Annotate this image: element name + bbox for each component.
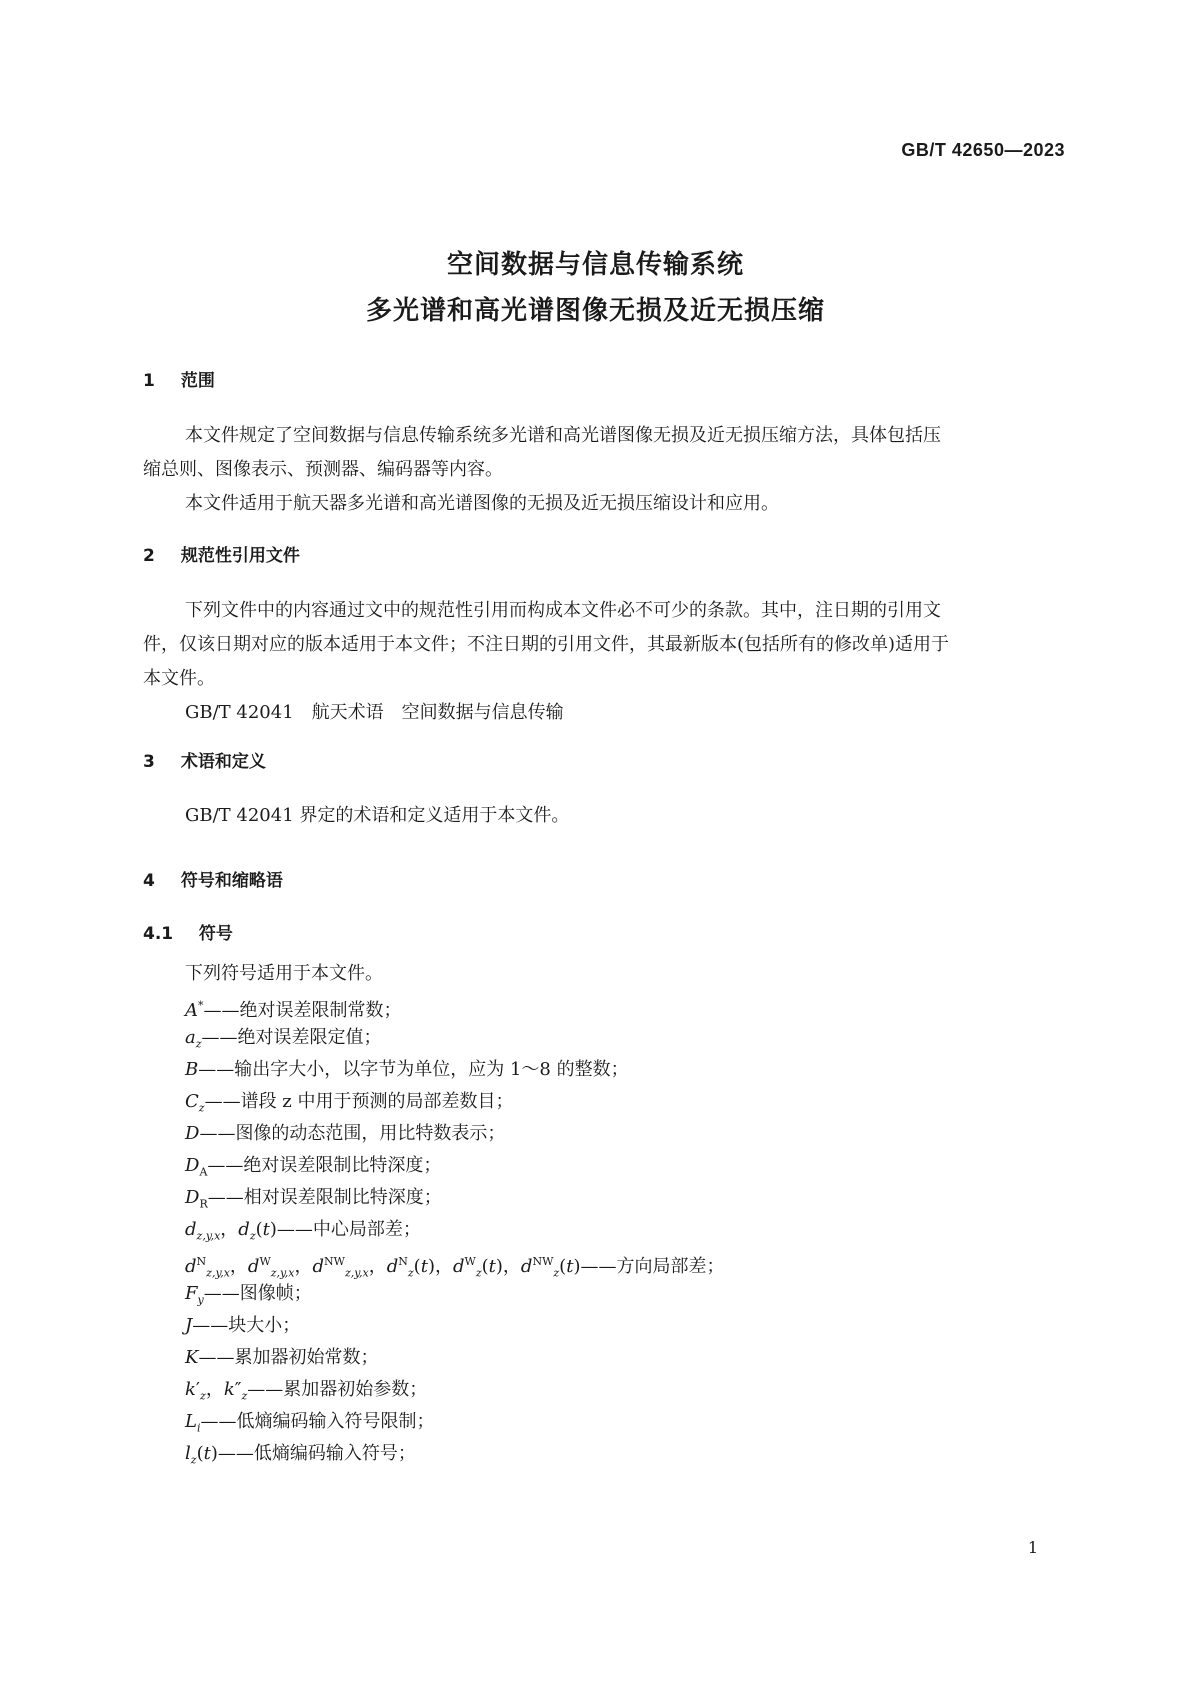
paragraph-line: 下列文件中的内容通过文中的规范性引用而构成本文件必不可少的条款。其中，注日期的引用文 (185, 600, 941, 621)
section-title: 术语和定义 (180, 752, 266, 772)
heading-section-3 (143, 747, 266, 772)
section-3-body (143, 799, 1061, 833)
symbol-entry: $k'_z$，$k''_z——$累加器初始参数； (185, 1379, 428, 1403)
section-number: 1 (143, 371, 155, 391)
section-title: 符号 (198, 924, 233, 944)
symbol-entry: J——块大小； (185, 1315, 301, 1336)
paragraph-line: 本文件规定了空间数据与信息传输系统多光谱和高光谱图像无损及近无损压缩方法，具体包括压 (185, 425, 941, 446)
symbol-entry: $D_R——$相对误差限制比特深度； (185, 1187, 442, 1211)
section-title: 规范性引用文件 (180, 546, 300, 566)
symbol-entry: $a_z——$绝对误差限定值； (185, 1027, 382, 1051)
paragraph-line: 本文件适用于航天器多光谱和高光谱图像的无损及近无损压缩设计和应用。 (185, 493, 779, 514)
symbol-entry: $L_i——$低熵编码输入符号限制； (185, 1411, 435, 1435)
symbol-entry: $C_z——$谱段 z 中用于预测的局部差数目； (185, 1091, 514, 1115)
symbol-entry: $d^N_{z,y,x}$，$d^W_{z,y,x}$，$d^{NW}_{z,y,x}$，$d^N_z(t)$，$d^W_z(t)$，$d^{NW}_z(t)——$方向局部差； (185, 1255, 725, 1280)
page-number: 1 (1027, 1538, 1038, 1557)
paragraph-line: GB/T 42041 界定的术语和定义适用于本文件。 (185, 805, 570, 826)
symbol-entry: $d_{z,y,x}$，$d_z(t)——$中心局部差； (185, 1219, 421, 1243)
section-title: 符号和缩略语 (180, 871, 283, 891)
symbol-entry: $D_A——$绝对误差限制比特深度； (185, 1155, 442, 1179)
heading-section-4 (143, 866, 283, 891)
paragraph-line: 本文件。 (143, 668, 215, 689)
standard-number: GB/T 42650—2023 (901, 140, 1065, 160)
title-line-1: 空间数据与信息传输系统 (446, 250, 744, 280)
normative-reference: GB/T 42041 航天术语 空间数据与信息传输 (185, 702, 564, 723)
section-title: 范围 (180, 371, 215, 391)
symbol-intro: 下列符号适用于本文件。 (185, 963, 383, 984)
section-number: 4.1 (143, 924, 174, 944)
symbol-entry: $l_z(t)——$低熵编码输入符号； (185, 1443, 416, 1467)
symbol-list (185, 958, 724, 1470)
section-2-body (143, 594, 1061, 730)
heading-section-4-1 (143, 919, 233, 944)
paragraph-line: 件，仅该日期对应的版本适用于本文件；不注日期的引用文件，其最新版本(包括所有的修改单)适用于 (143, 634, 950, 655)
section-number: 4 (143, 871, 155, 891)
symbol-entry: D——图像的动态范围，用比特数表示； (185, 1123, 506, 1144)
heading-section-1 (143, 366, 215, 391)
symbol-entry: A*——绝对误差限制常数； (185, 999, 402, 1021)
symbol-entry: K——累加器初始常数； (185, 1347, 379, 1368)
section-1-body (143, 419, 1061, 521)
section-number: 3 (143, 752, 155, 772)
symbol-entry: $F_y——$图像帧； (185, 1283, 312, 1307)
section-number: 2 (143, 546, 155, 566)
symbol-entry: B——输出字大小，以字节为单位，应为 1～8 的整数； (185, 1059, 629, 1080)
heading-section-2 (143, 541, 300, 566)
paragraph-line: 缩总则、图像表示、预测器、编码器等内容。 (143, 459, 503, 480)
title-line-2: 多光谱和高光谱图像无损及近无损压缩 (365, 296, 825, 326)
